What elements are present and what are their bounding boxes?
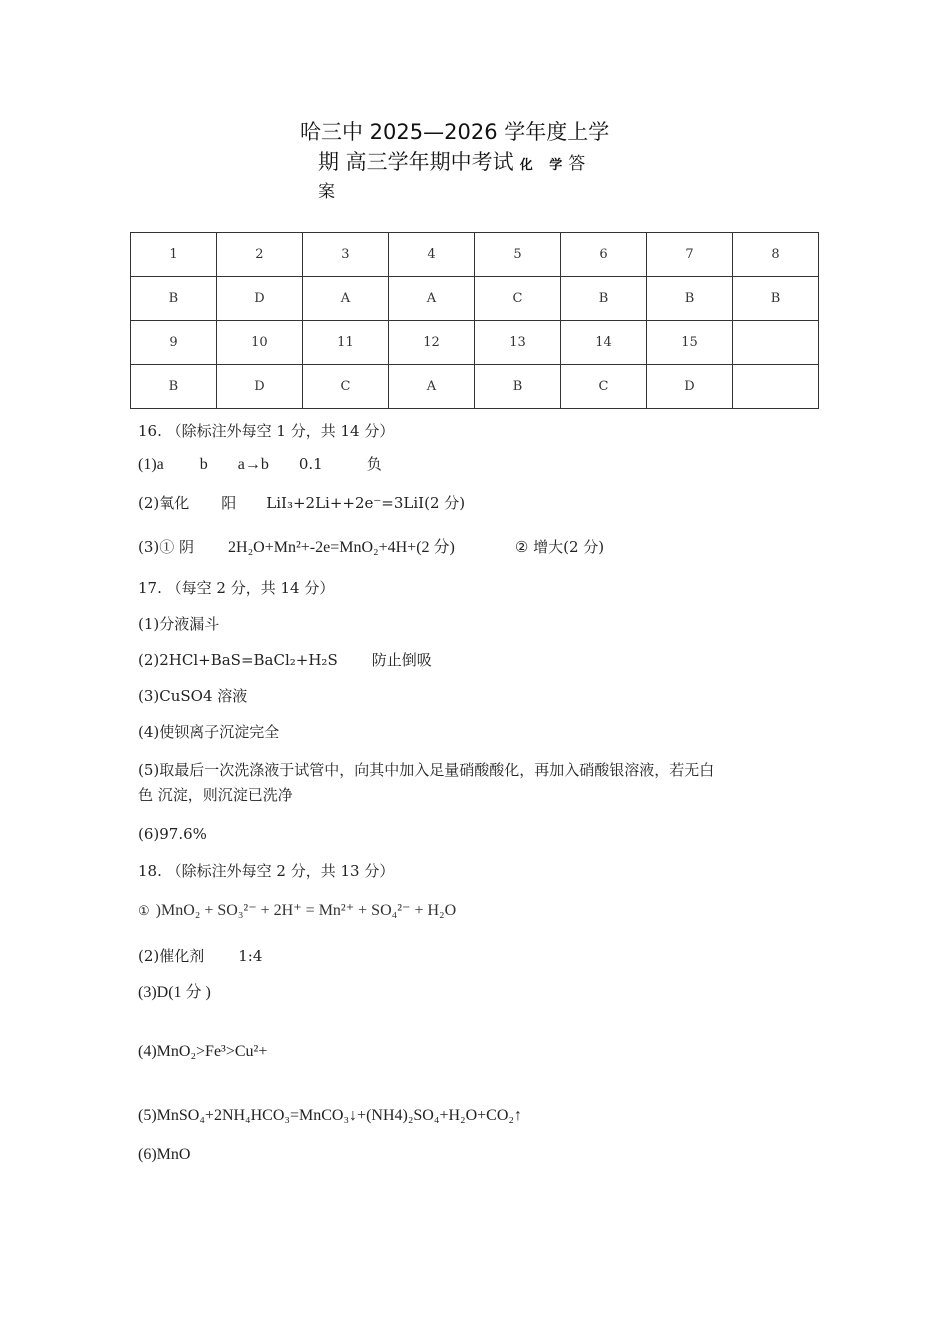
table-cell: D: [216, 365, 302, 409]
q16-p2-yang: 阳: [221, 494, 237, 512]
q16-heading: 16. （除标注外每空 1 分，共 14 分）: [138, 422, 395, 440]
q17-part5-line1: (5)取最后一次洗涤液于试管中，向其中加入足量硝酸酸化，再加入硝酸银溶液，若无白: [138, 761, 715, 779]
q18-part6: (6)MnO: [138, 1146, 191, 1163]
table-cell: A: [302, 277, 388, 321]
table-cell: A: [388, 277, 474, 321]
table-cell: B: [733, 277, 819, 321]
table-cell: 11: [302, 321, 388, 365]
table-cell: 9: [131, 321, 217, 365]
q18-part3: (3)D(1 分 ): [138, 984, 211, 1001]
table-cell: C: [560, 365, 646, 409]
title-subject: 化 学: [519, 158, 569, 173]
q16-p3-eq: 2H₂O+Mn²+-2e=MnO₂+4H+(2 分): [228, 539, 455, 556]
table-cell: 3: [302, 233, 388, 277]
q18-p2-label: (2)催化剂: [138, 947, 205, 965]
q17-part3: (3)CuSO4 溶液: [138, 687, 248, 705]
table-row: [131, 277, 819, 321]
table-cell: A: [388, 365, 474, 409]
q16-part3: [138, 534, 604, 557]
table-cell: B: [647, 277, 733, 321]
q16-p1-ab: a→b: [237, 456, 269, 473]
q18-heading: 18. （除标注外每空 2 分，共 13 分）: [138, 862, 395, 880]
table-cell: D: [647, 365, 733, 409]
q17-part4: (4)使钡离子沉淀完全: [138, 723, 280, 741]
q17-part1: (1)分液漏斗: [138, 615, 220, 633]
table-cell: [733, 321, 819, 365]
q16-p2-label: (2)氧化: [138, 494, 190, 512]
table-cell: 4: [388, 233, 474, 277]
q16-p2-eq: LiI₃+2Li++2e⁻=3LiI(2 分): [266, 494, 466, 512]
q16-p1-val: 0.1: [298, 455, 323, 473]
q17-part6: (6)97.6%: [138, 825, 207, 843]
table-cell: 2: [216, 233, 302, 277]
table-cell: 1: [131, 233, 217, 277]
table-cell: [733, 365, 819, 409]
table-cell: 10: [216, 321, 302, 365]
q16-part1: [138, 453, 382, 474]
table-cell: 8: [733, 233, 819, 277]
page-title-line3: 案: [318, 182, 335, 202]
table-cell: C: [302, 365, 388, 409]
title-end: 答: [568, 154, 586, 174]
q16-p1-neg: 负: [366, 455, 382, 473]
table-cell: D: [216, 277, 302, 321]
title-main: 期 高三学年期中考试: [318, 150, 514, 174]
page-title-line2: [318, 148, 663, 180]
table-row: [131, 365, 819, 409]
table-cell: 6: [560, 233, 646, 277]
table-cell: C: [474, 277, 560, 321]
table-cell: B: [131, 365, 217, 409]
q17-p2-b: 防止倒吸: [371, 651, 432, 669]
q16-part2: [138, 492, 465, 513]
table-cell: B: [560, 277, 646, 321]
q18-part4: (4)MnO₂>Fe³>Cu²+: [138, 1043, 268, 1060]
q16-p3-b: ② 增大(2 分): [514, 538, 605, 556]
q17-heading: 17. （每空 2 分，共 14 分）: [138, 579, 335, 597]
q18-p2-ratio: 1:4: [238, 947, 263, 965]
q17-part5-line2: 色 沉淀，则沉淀已洗净: [138, 786, 293, 804]
table-row: [131, 321, 819, 365]
q16-p3-label: (3)① 阴: [138, 538, 195, 556]
q17-p2-eq: (2)2HCl+BaS=BaCl₂+H₂S: [138, 651, 338, 669]
table-row: [131, 233, 819, 277]
table-cell: 13: [474, 321, 560, 365]
table-cell: 7: [647, 233, 733, 277]
table-cell: 14: [560, 321, 646, 365]
q17-part2: [138, 649, 432, 670]
table-cell: 5: [474, 233, 560, 277]
q18-part1: [138, 900, 456, 920]
answer-table: [130, 232, 819, 409]
table-cell: B: [474, 365, 560, 409]
q18-p1-eq: )MnO₂ + SO₃²⁻ + 2H⁺ = Mn²⁺ + SO₄²⁻ + H₂O: [155, 902, 457, 919]
q18-p1-label: ①: [138, 904, 150, 919]
q16-p1-b: b: [199, 456, 208, 473]
table-cell: 12: [388, 321, 474, 365]
table-cell: B: [131, 277, 217, 321]
page-title-line1: 哈三中 2025—2026 学年度上学: [300, 120, 610, 144]
table-cell: 15: [647, 321, 733, 365]
q18-part5: (5)MnSO₄+2NH₄HCO₃=MnCO₃↓+(NH4)₂SO₄+H₂O+CO₂↑: [138, 1107, 522, 1124]
q18-part2: [138, 945, 262, 966]
q16-p1-label: (1)a: [138, 456, 164, 473]
